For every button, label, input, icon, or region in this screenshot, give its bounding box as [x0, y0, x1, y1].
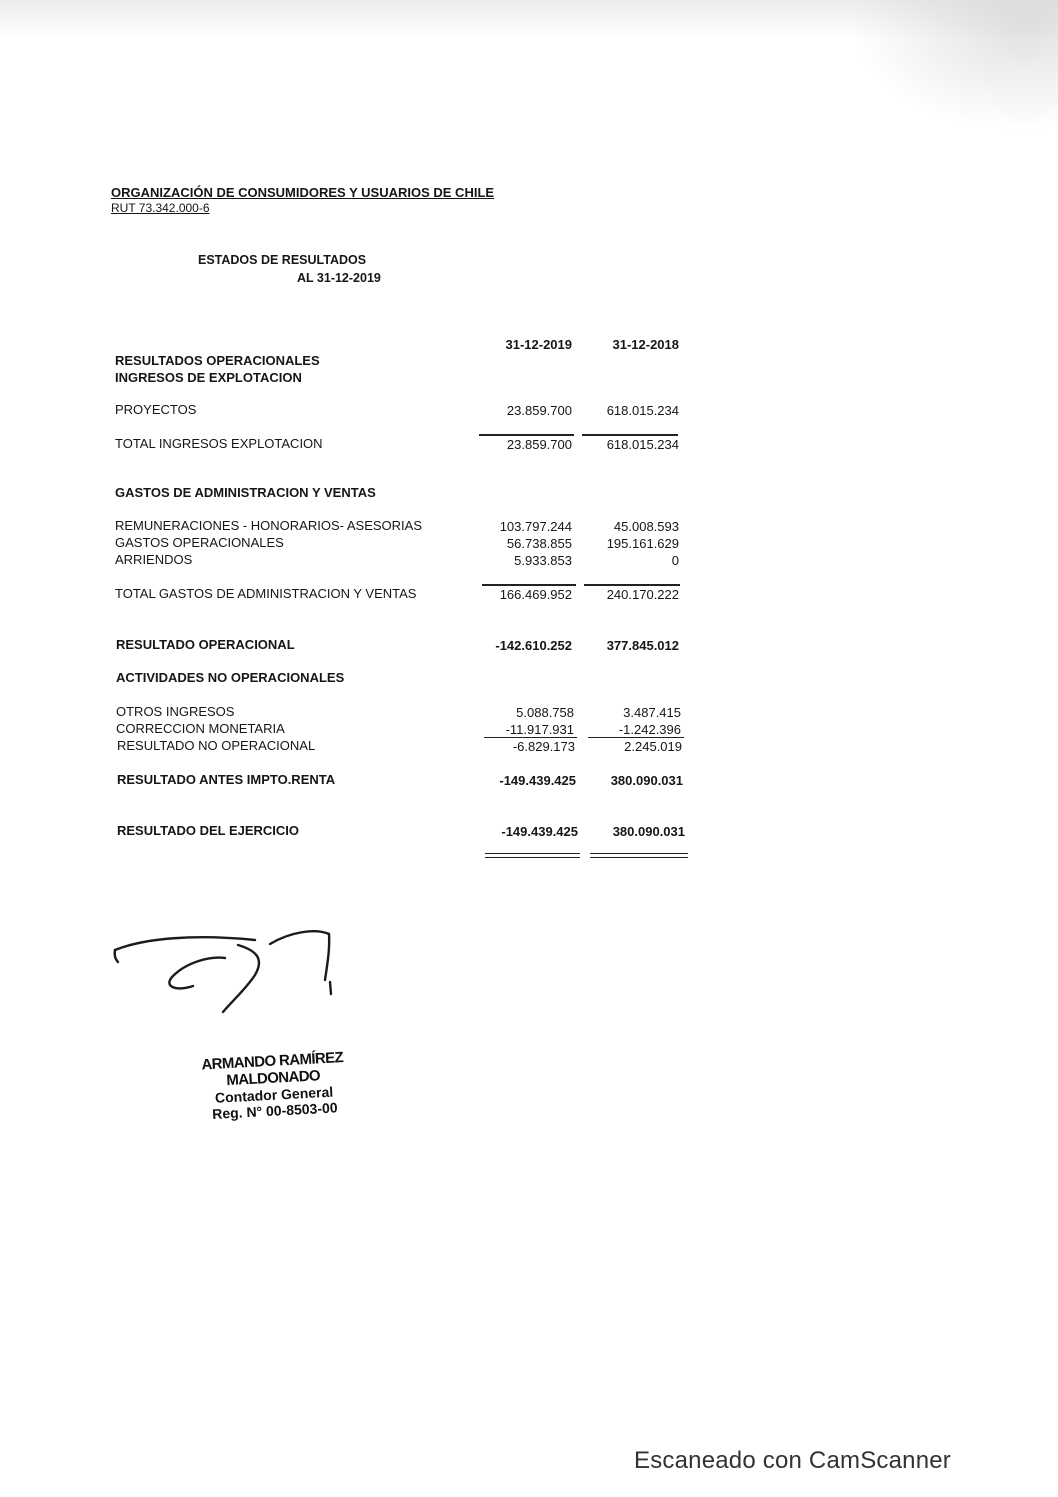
value-otros-ingresos-2019: 5.088.758 [516, 705, 574, 720]
value-proyectos-2019: 23.859.700 [506, 403, 572, 418]
row-label-resultado-operacional: RESULTADO OPERACIONAL [116, 637, 295, 652]
accountant-role: Contador General [214, 1083, 334, 1106]
camscanner-watermark: Escaneado con CamScanner [634, 1447, 951, 1474]
column-header-2018: 31-12-2018 [612, 337, 679, 352]
handwritten-signature [105, 920, 355, 1030]
value-resultado-no-operacional-2019: -6.829.173 [512, 739, 575, 754]
report-title: ESTADOS DE RESULTADOS [198, 253, 367, 267]
value-resultado-ejercicio-2018: 380.090.031 [612, 824, 685, 839]
row-label-total-gastos: TOTAL GASTOS DE ADMINISTRACION Y VENTAS [115, 586, 417, 601]
row-label-gastos-operacionales: GASTOS OPERACIONALES [115, 535, 284, 550]
row-label-arriendos: ARRIENDOS [115, 552, 193, 567]
section-operational-results: RESULTADOS OPERACIONALES [115, 353, 320, 368]
accountant-name: ARMANDO RAMÍREZ MALDONADO [201, 1049, 344, 1090]
subtotal-rule-2018 [582, 434, 678, 436]
value-gastos-operacionales-2018: 195.161.629 [606, 536, 679, 551]
column-header-2019: 31-12-2019 [505, 337, 572, 352]
value-resultado-no-operacional-2018: 2.245.019 [624, 739, 682, 754]
value-arriendos-2018: 0 [671, 553, 679, 568]
value-otros-ingresos-2018: 3.487.415 [623, 705, 681, 720]
subtotal-rule-2019 [479, 434, 574, 436]
value-arriendos-2019: 5.933.853 [514, 553, 572, 568]
accountant-stamp [172, 1048, 375, 1124]
row-label-total-ingresos: TOTAL INGRESOS EXPLOTACION [115, 436, 323, 451]
value-resultado-antes-impuesto-2018: 380.090.031 [610, 773, 683, 788]
value-resultado-operacional-2019: -142.610.252 [495, 638, 572, 653]
total-double-rule-2019 [485, 853, 580, 858]
value-correccion-monetaria-2019: -11.917.931 [505, 722, 574, 737]
row-label-resultado-antes-impuesto: RESULTADO ANTES IMPTO.RENTA [117, 772, 336, 787]
row-label-resultado-no-operacional: RESULTADO NO OPERACIONAL [117, 738, 316, 753]
subtotal-rule-2019 [482, 584, 576, 586]
value-total-gastos-2018: 240.170.222 [606, 587, 679, 602]
value-gastos-operacionales-2019: 56.738.855 [506, 536, 572, 551]
value-proyectos-2018: 618.015.234 [606, 403, 679, 418]
accountant-registration: Reg. N° 00-8503-00 [211, 1099, 338, 1122]
value-resultado-antes-impuesto-2019: -149.439.425 [499, 773, 576, 788]
rut-number: RUT 73.342.000-6 [111, 201, 210, 215]
row-label-proyectos: PROYECTOS [115, 402, 197, 417]
row-label-otros-ingresos: OTROS INGRESOS [116, 704, 235, 719]
section-non-operational: ACTIVIDADES NO OPERACIONALES [116, 670, 345, 685]
organization-name: ORGANIZACIÓN DE CONSUMIDORES Y USUARIOS DE CHILE [111, 185, 495, 200]
value-resultado-operacional-2018: 377.845.012 [606, 638, 679, 653]
row-label-resultado-ejercicio: RESULTADO DEL EJERCICIO [117, 823, 300, 838]
value-total-ingresos-2019: 23.859.700 [506, 437, 572, 452]
value-total-ingresos-2018: 618.015.234 [606, 437, 679, 452]
subtotal-rule-2019 [484, 737, 577, 738]
section-income: INGRESOS DE EXPLOTACION [115, 370, 302, 385]
row-label-remuneraciones: REMUNERACIONES - HONORARIOS- ASESORIAS [115, 518, 422, 533]
subtotal-rule-2018 [588, 737, 684, 738]
section-expenses: GASTOS DE ADMINISTRACION Y VENTAS [115, 485, 376, 500]
value-resultado-ejercicio-2019: -149.439.425 [501, 824, 578, 839]
total-double-rule-2018 [590, 853, 688, 858]
value-remuneraciones-2019: 103.797.244 [499, 519, 572, 534]
subtotal-rule-2018 [584, 584, 680, 586]
scan-shadow-corner [838, 0, 1058, 140]
value-total-gastos-2019: 166.469.952 [499, 587, 572, 602]
value-remuneraciones-2018: 45.008.593 [613, 519, 679, 534]
report-date: AL 31-12-2019 [297, 271, 381, 285]
value-correccion-monetaria-2018: -1.242.396 [618, 722, 681, 737]
row-label-correccion-monetaria: CORRECCION MONETARIA [116, 721, 285, 736]
